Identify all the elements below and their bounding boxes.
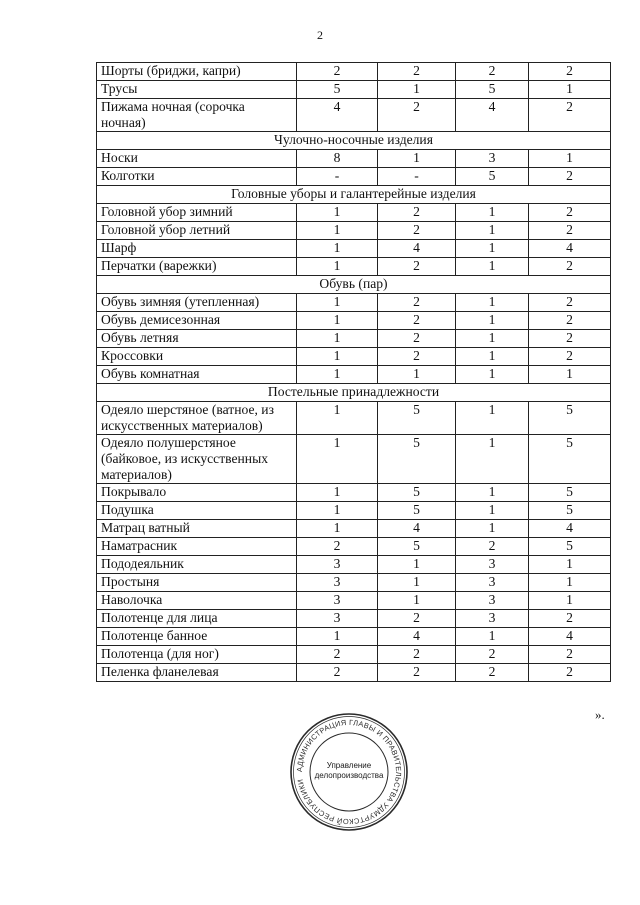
section-header-row — [97, 186, 611, 204]
quantity-cell: 2 — [378, 258, 456, 276]
quantity-cell: 4 — [378, 628, 456, 646]
quantity-cell: 2 — [378, 99, 456, 132]
quantity-cell: 3 — [297, 592, 378, 610]
quantity-cell: 1 — [456, 294, 529, 312]
quantity-cell: 1 — [456, 628, 529, 646]
quantity-cell: 2 — [456, 646, 529, 664]
quantity-cell: 1 — [378, 592, 456, 610]
item-name-cell: Наматрасник — [97, 538, 297, 556]
quantity-cell: 1 — [456, 502, 529, 520]
table-row — [97, 402, 611, 435]
item-name-cell: Подушка — [97, 502, 297, 520]
quantity-cell: 4 — [378, 240, 456, 258]
section-title: Чулочно-носочные изделия — [97, 132, 611, 150]
quantity-cell: 1 — [456, 520, 529, 538]
quantity-cell: 5 — [529, 484, 611, 502]
quantity-cell: 1 — [456, 348, 529, 366]
item-name-cell: Шарф — [97, 240, 297, 258]
closing-quote-mark: ». — [595, 707, 605, 722]
quantity-cell: 3 — [456, 556, 529, 574]
table-row — [97, 240, 611, 258]
quantity-cell: 1 — [529, 556, 611, 574]
table-row — [97, 150, 611, 168]
quantity-cell: 1 — [297, 402, 378, 435]
quantity-cell: 5 — [378, 484, 456, 502]
quantity-cell: 2 — [297, 538, 378, 556]
item-name-cell: Головной убор летний — [97, 222, 297, 240]
quantity-cell: 2 — [529, 348, 611, 366]
quantity-cell: 5 — [529, 502, 611, 520]
section-header-row — [97, 384, 611, 402]
quantity-cell: 1 — [297, 204, 378, 222]
quantity-cell: 2 — [297, 664, 378, 682]
quantity-cell: 1 — [378, 81, 456, 99]
item-name-cell: Полотенца (для ног) — [97, 646, 297, 664]
quantity-cell: 1 — [456, 330, 529, 348]
section-title: Головные уборы и галантерейные изделия — [97, 186, 611, 204]
quantity-cell: 1 — [297, 435, 378, 484]
quantity-cell: 1 — [297, 348, 378, 366]
quantity-cell: 4 — [297, 99, 378, 132]
table-row — [97, 294, 611, 312]
quantity-cell: 2 — [529, 63, 611, 81]
quantity-cell: 2 — [378, 63, 456, 81]
quantity-cell: 4 — [529, 628, 611, 646]
page-number: 2 — [317, 28, 323, 42]
table-row — [97, 574, 611, 592]
quantity-cell: 5 — [378, 538, 456, 556]
quantity-cell: 2 — [529, 610, 611, 628]
quantity-cell: 1 — [529, 592, 611, 610]
table-row — [97, 628, 611, 646]
quantity-cell: 2 — [378, 312, 456, 330]
section-header-row — [97, 132, 611, 150]
quantity-cell: 1 — [456, 484, 529, 502]
quantity-cell: 2 — [456, 538, 529, 556]
quantity-cell: 1 — [456, 240, 529, 258]
quantity-cell: 1 — [529, 574, 611, 592]
item-name-cell: Носки — [97, 150, 297, 168]
section-title: Постельные принадлежности — [97, 384, 611, 402]
quantity-cell: 3 — [297, 574, 378, 592]
quantity-cell: 1 — [456, 435, 529, 484]
quantity-cell: 5 — [456, 81, 529, 99]
quantity-cell: - — [297, 168, 378, 186]
norms-table — [96, 62, 611, 682]
table-row — [97, 312, 611, 330]
quantity-cell: 5 — [456, 168, 529, 186]
quantity-cell: 1 — [297, 294, 378, 312]
quantity-cell: 2 — [529, 258, 611, 276]
quantity-cell: 2 — [297, 646, 378, 664]
quantity-cell: 2 — [529, 204, 611, 222]
quantity-cell: 2 — [456, 664, 529, 682]
quantity-cell: 2 — [529, 664, 611, 682]
quantity-cell: 5 — [378, 402, 456, 435]
quantity-cell: 8 — [297, 150, 378, 168]
quantity-cell: 1 — [529, 150, 611, 168]
quantity-cell: 1 — [456, 312, 529, 330]
quantity-cell: 4 — [529, 520, 611, 538]
quantity-cell: 4 — [529, 240, 611, 258]
item-name-cell: Обувь зимняя (утепленная) — [97, 294, 297, 312]
quantity-cell: 1 — [378, 574, 456, 592]
quantity-cell: 1 — [456, 402, 529, 435]
quantity-cell: 3 — [456, 592, 529, 610]
table-row — [97, 520, 611, 538]
item-name-cell: Полотенце для лица — [97, 610, 297, 628]
quantity-cell: 1 — [378, 150, 456, 168]
table-row — [97, 63, 611, 81]
table-row — [97, 81, 611, 99]
table-row — [97, 222, 611, 240]
item-name-cell: Колготки — [97, 168, 297, 186]
quantity-cell: 3 — [297, 556, 378, 574]
quantity-cell: 1 — [297, 312, 378, 330]
quantity-cell: 5 — [529, 435, 611, 484]
item-name-cell: Обувь летняя — [97, 330, 297, 348]
item-name-cell: Шорты (бриджи, капри) — [97, 63, 297, 81]
quantity-cell: 1 — [297, 484, 378, 502]
item-name-cell: Покрывало — [97, 484, 297, 502]
quantity-cell: 1 — [529, 81, 611, 99]
table-row — [97, 538, 611, 556]
quantity-cell: 2 — [378, 610, 456, 628]
quantity-cell: 2 — [378, 664, 456, 682]
quantity-cell: 2 — [529, 294, 611, 312]
quantity-cell: 4 — [378, 520, 456, 538]
item-name-cell: Пижама ночная (сорочка ночная) — [97, 99, 297, 132]
item-name-cell: Обувь комнатная — [97, 366, 297, 384]
quantity-cell: 2 — [378, 348, 456, 366]
quantity-cell: 1 — [297, 520, 378, 538]
quantity-cell: 1 — [297, 628, 378, 646]
quantity-cell: 1 — [456, 204, 529, 222]
item-name-cell: Пододеяльник — [97, 556, 297, 574]
section-title: Обувь (пар) — [97, 276, 611, 294]
item-name-cell: Трусы — [97, 81, 297, 99]
quantity-cell: 2 — [529, 168, 611, 186]
quantity-cell: 2 — [378, 204, 456, 222]
table-row — [97, 556, 611, 574]
quantity-cell: 1 — [529, 366, 611, 384]
quantity-cell: 5 — [529, 402, 611, 435]
quantity-cell: 1 — [297, 240, 378, 258]
quantity-cell: 2 — [456, 63, 529, 81]
stamp-center-line2: делопроизводства — [314, 771, 384, 780]
official-stamp — [289, 712, 409, 832]
item-name-cell: Матрац ватный — [97, 520, 297, 538]
table-row — [97, 330, 611, 348]
quantity-cell: 2 — [529, 99, 611, 132]
stamp-center-line1: Управление — [326, 761, 372, 770]
quantity-cell: 2 — [529, 330, 611, 348]
table-row — [97, 204, 611, 222]
table-row — [97, 366, 611, 384]
quantity-cell: 3 — [456, 574, 529, 592]
quantity-cell: 2 — [529, 646, 611, 664]
table-row — [97, 592, 611, 610]
quantity-cell: 2 — [529, 222, 611, 240]
table-row — [97, 258, 611, 276]
item-name-cell: Обувь демисезонная — [97, 312, 297, 330]
table-row — [97, 348, 611, 366]
quantity-cell: 2 — [378, 646, 456, 664]
quantity-cell: 1 — [297, 502, 378, 520]
item-name-cell: Пеленка фланелевая — [97, 664, 297, 682]
quantity-cell: 1 — [456, 366, 529, 384]
quantity-cell: 5 — [378, 502, 456, 520]
quantity-cell: 1 — [297, 222, 378, 240]
quantity-cell: 5 — [378, 435, 456, 484]
quantity-cell: 1 — [456, 258, 529, 276]
section-header-row — [97, 276, 611, 294]
table-row — [97, 99, 611, 132]
quantity-cell: 2 — [297, 63, 378, 81]
item-name-cell: Полотенце банное — [97, 628, 297, 646]
table-row — [97, 484, 611, 502]
table-row — [97, 610, 611, 628]
quantity-cell: 4 — [456, 99, 529, 132]
table-row — [97, 168, 611, 186]
quantity-cell: 1 — [378, 366, 456, 384]
item-name-cell: Кроссовки — [97, 348, 297, 366]
quantity-cell: 2 — [378, 222, 456, 240]
table-row — [97, 664, 611, 682]
item-name-cell: Одеяло полушерстяное (байковое, из искусственных материалов) — [97, 435, 297, 484]
quantity-cell: 1 — [297, 366, 378, 384]
quantity-cell: 3 — [456, 150, 529, 168]
item-name-cell: Простыня — [97, 574, 297, 592]
item-name-cell: Головной убор зимний — [97, 204, 297, 222]
quantity-cell: 2 — [378, 294, 456, 312]
quantity-cell: 5 — [297, 81, 378, 99]
quantity-cell: 1 — [378, 556, 456, 574]
stamp-ring-text: АДМИНИСТРАЦИЯ ГЛАВЫ И ПРАВИТЕЛЬСТВА УДМУРТСКОЙ РЕСПУБЛИКИ — [294, 717, 404, 827]
quantity-cell: 3 — [456, 610, 529, 628]
item-name-cell: Перчатки (варежки) — [97, 258, 297, 276]
item-name-cell: Одеяло шерстяное (ватное, из искусственных материалов) — [97, 402, 297, 435]
table-row — [97, 502, 611, 520]
table-row — [97, 435, 611, 484]
item-name-cell: Наволочка — [97, 592, 297, 610]
quantity-cell: 2 — [529, 312, 611, 330]
quantity-cell: 3 — [297, 610, 378, 628]
table-row — [97, 646, 611, 664]
quantity-cell: 2 — [378, 330, 456, 348]
quantity-cell: 1 — [297, 258, 378, 276]
quantity-cell: - — [378, 168, 456, 186]
quantity-cell: 1 — [456, 222, 529, 240]
quantity-cell: 5 — [529, 538, 611, 556]
quantity-cell: 1 — [297, 330, 378, 348]
